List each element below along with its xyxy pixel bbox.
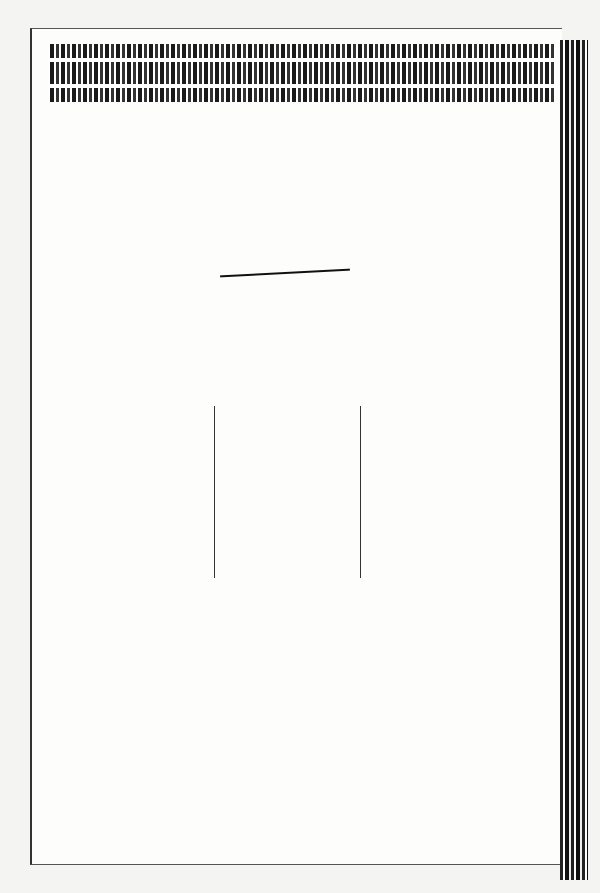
ornamental-border [50,44,555,102]
page [30,28,562,865]
column-rule [360,406,361,578]
column-rule [214,406,215,578]
book-edge [560,40,588,880]
